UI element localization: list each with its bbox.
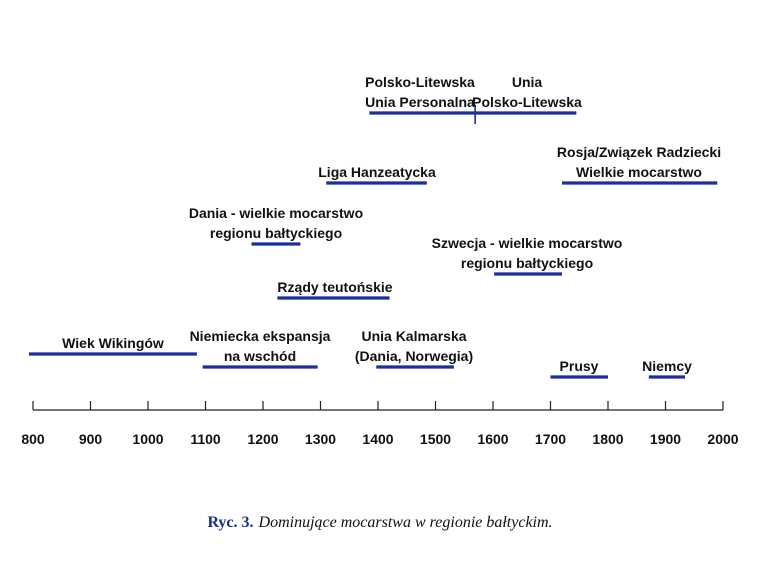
period-label: regionu bałtyckiego <box>460 255 594 271</box>
x-axis-tick-label: 1800 <box>592 431 624 447</box>
caption-prefix: Ryc. 3. <box>207 514 254 531</box>
x-axis-tick-label: 900 <box>78 431 103 447</box>
x-axis-tick-label: 1000 <box>132 431 164 447</box>
x-axis-tick-label: 1300 <box>304 431 337 447</box>
period-label: Liga Hanzeatycka <box>318 164 436 180</box>
period-label: Rosja/Związek Radziecki <box>556 144 722 160</box>
period-label: Szwecja - wielkie mocarstwo <box>431 235 623 251</box>
period-label: Polsko-Litewska <box>365 74 475 90</box>
period-label: Dania - wielkie mocarstwo <box>188 205 364 221</box>
period-label: Unia <box>511 74 543 90</box>
period-label: Unia Personalna <box>365 94 475 110</box>
period-label: (Dania, Norwegia) <box>354 348 474 364</box>
period-label: Wiek Wikingów <box>62 335 164 351</box>
period-label: regionu bałtyckiego <box>209 225 343 241</box>
period-label: Wielkie mocarstwo <box>576 164 702 180</box>
x-axis-tick-label: 1500 <box>419 431 452 447</box>
period-label: Unia Kalmarska <box>361 328 467 344</box>
period-label: Rządy teutońskie <box>277 279 393 295</box>
period-label: Niemcy <box>642 358 692 374</box>
x-axis-tick-label: 800 <box>21 431 45 447</box>
caption-text: Dominujące mocarstwa w regionie bałtyckim. <box>258 514 553 531</box>
x-axis-tick-label: 1700 <box>534 431 567 447</box>
x-axis-tick-label: 2000 <box>707 431 739 447</box>
period-label: na wschód <box>223 348 297 364</box>
x-axis-tick-label: 1600 <box>477 431 509 447</box>
period-label: Polsko-Litewska <box>472 94 582 110</box>
figure-caption <box>0 514 760 532</box>
x-axis-tick-label: 1100 <box>190 431 221 447</box>
period-label: Prusy <box>559 358 599 374</box>
x-axis-tick-label: 1900 <box>649 431 682 447</box>
x-axis-tick-label: 1400 <box>362 431 394 447</box>
x-axis-tick-label: 1200 <box>247 431 279 447</box>
period-label: Niemiecka ekspansja <box>189 328 331 344</box>
